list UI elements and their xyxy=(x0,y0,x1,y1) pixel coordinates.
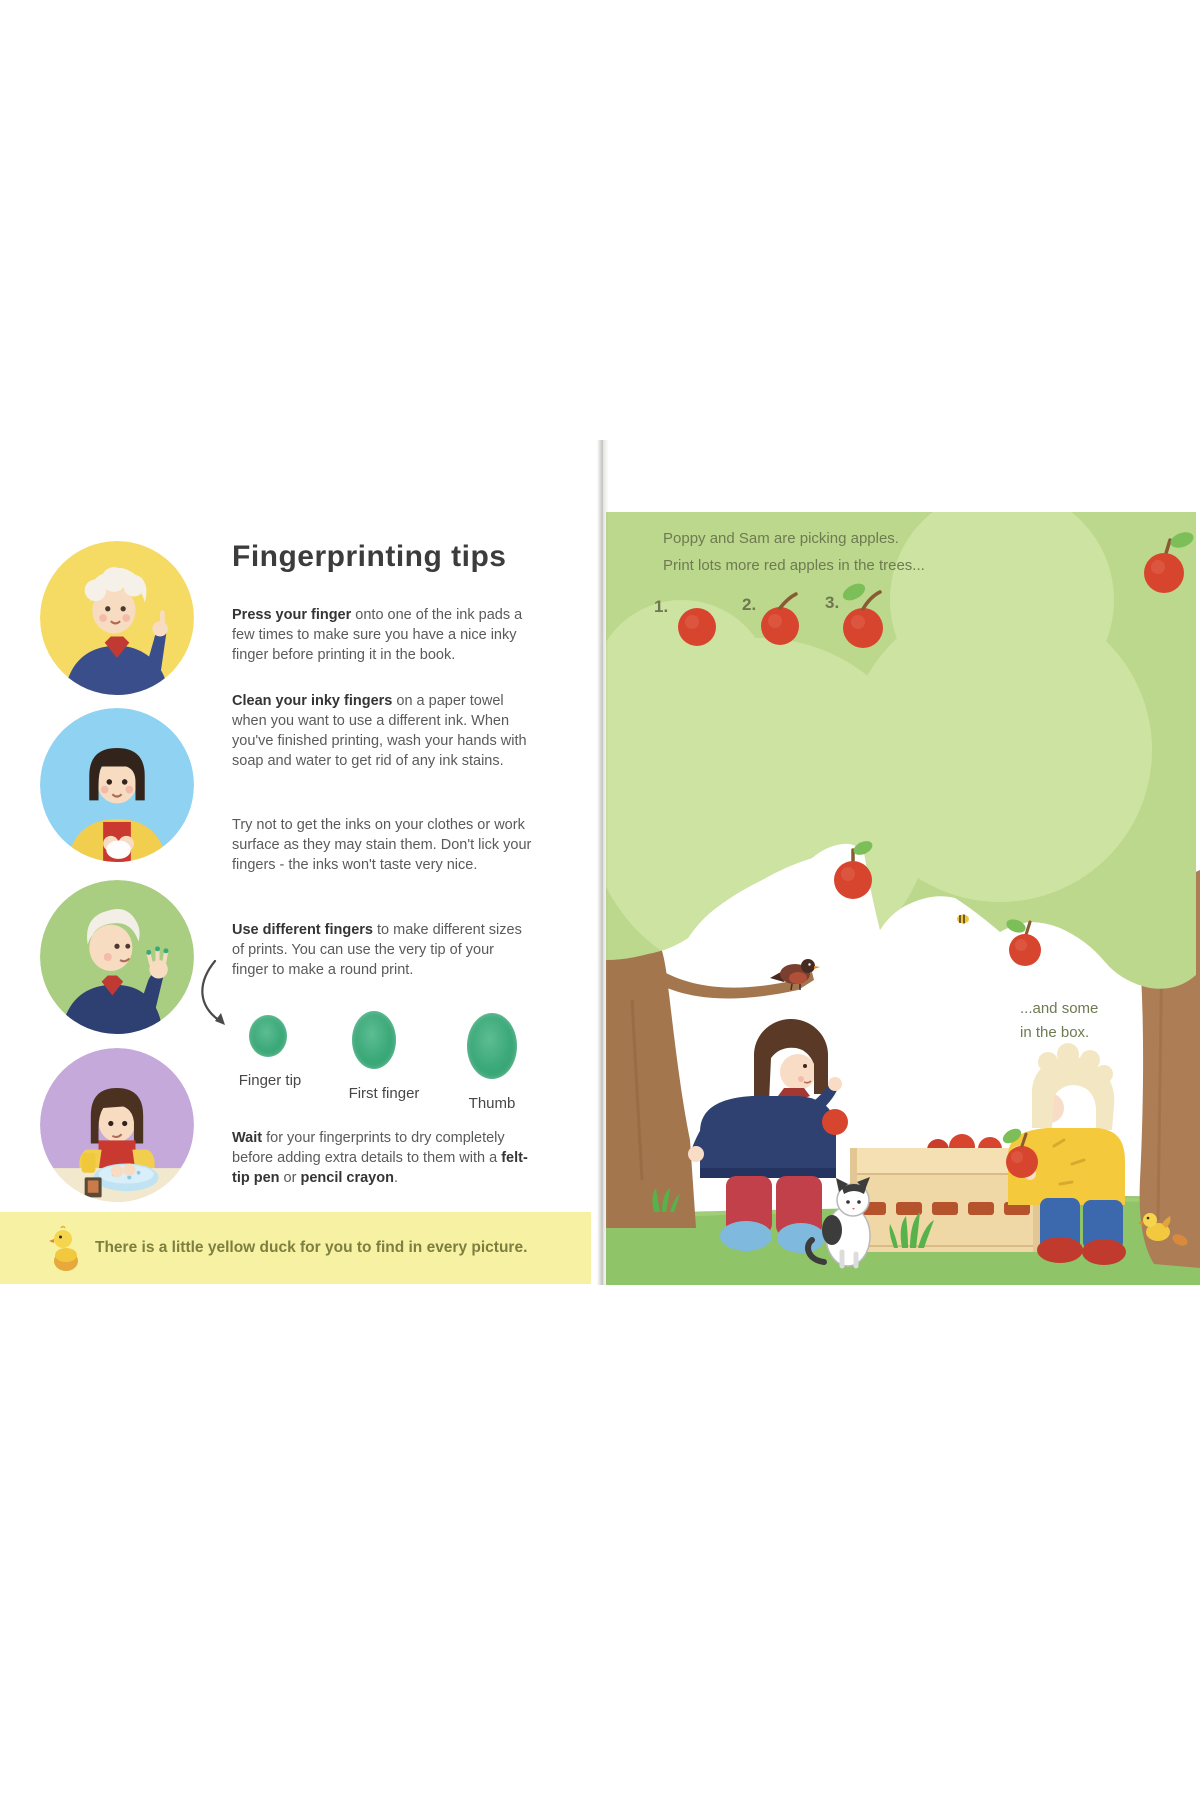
tip-avoid-stains xyxy=(232,815,534,875)
tip-lead: Use different fingers xyxy=(232,922,373,938)
tip-lead: Clean your inky fingers xyxy=(232,693,393,709)
label-finger-tip: Finger tip xyxy=(238,1072,302,1089)
fingerprint-finger-tip xyxy=(249,1015,287,1057)
tip-text: onto one of the ink pads a few times to make sure you have a nice inky finger before printing it in the book. xyxy=(232,607,523,663)
label-first-finger: First finger xyxy=(348,1085,420,1102)
tip-wait-to-dry: Wait for your fingerprints to dry completely before adding extra details to them with a felt-tip pen or pencil crayon. xyxy=(232,1130,528,1186)
girl-washing-illustration xyxy=(40,1048,194,1202)
portrait-grandpa xyxy=(40,880,194,1034)
fingerprint-first-finger xyxy=(352,1011,396,1069)
tip-text: on a paper towel when you want to use a different ink. When you've finished printing, wash your hands with soap and water to get rid of any ink stains. xyxy=(232,693,527,769)
page-gutter xyxy=(597,440,609,1285)
label-thumb: Thumb xyxy=(468,1095,516,1112)
scene-caption-line1: ...and some xyxy=(1020,1000,1099,1017)
step-number-2: 2. xyxy=(742,595,757,614)
felt-tip-pen-bold: felt-tip pen xyxy=(232,1150,528,1186)
portrait-girl-towel xyxy=(40,708,194,862)
portrait-grandma xyxy=(40,541,194,695)
girl-towel-illustration xyxy=(40,708,194,862)
banner-text: There is a little yellow duck for you to find in every picture. xyxy=(95,1239,528,1256)
tip-lead: Wait xyxy=(232,1130,263,1146)
scene-intro-line1: Poppy and Sam are picking apples. xyxy=(663,530,899,547)
fingerprint-thumb xyxy=(467,1013,517,1079)
step-number-3: 3. xyxy=(825,593,840,612)
tip-clean-fingers xyxy=(232,691,534,771)
step-number-1: 1. xyxy=(654,597,669,616)
right-page-scene xyxy=(602,440,1200,1285)
tip-lead: Press your finger xyxy=(232,607,352,623)
book-spread xyxy=(0,440,1200,1285)
hanging-apple-right xyxy=(1005,917,1041,966)
tip-text: to make different sizes of prints. You can use the very tip of your finger to make a round print. xyxy=(232,922,522,978)
scene-caption-line2: in the box. xyxy=(1020,1024,1090,1041)
pencil-crayon-bold: pencil crayon xyxy=(300,1170,394,1186)
duck-banner xyxy=(0,1212,591,1284)
tip-different-fingers xyxy=(232,920,534,980)
tip-press-finger xyxy=(232,605,534,665)
tip-text: Try not to get the inks on your clothes or work surface as they may stain them. Don't lick your fingers - the inks won't taste very nice. xyxy=(232,817,532,873)
portrait-girl-washing xyxy=(40,1048,194,1202)
bee-icon xyxy=(956,909,969,924)
page-title: Fingerprinting tips xyxy=(232,540,507,573)
scene-intro-line2: Print lots more red apples in the trees... xyxy=(663,557,925,574)
yellow-duck-icon xyxy=(48,1225,84,1273)
arrow-to-print-icon xyxy=(185,955,245,1040)
left-page xyxy=(0,440,598,1285)
grandma-illustration xyxy=(40,541,194,695)
grandpa-illustration xyxy=(40,880,194,1034)
